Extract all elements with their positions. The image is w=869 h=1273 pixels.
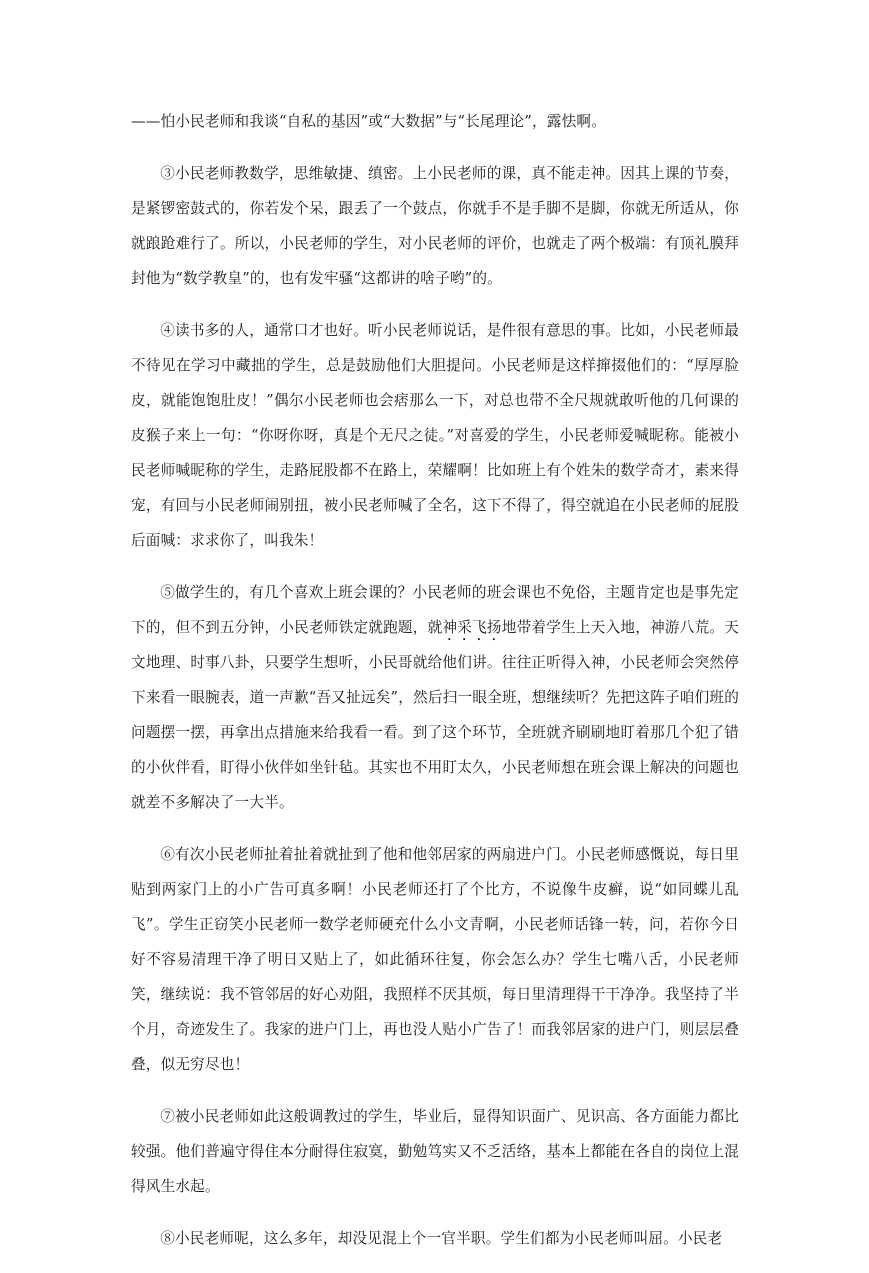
paragraph-continuation xyxy=(131,104,739,139)
paragraph-text: ④读书多的人，通常口才也好。听小民老师说话，是件很有意思的事。比如，小民老师最不待见在学习中藏拙的学生，总是鼓励他们大胆提问。小民老师是这样撺掇他们的：“厚厚脸皮，就能饱饱肚皮！”偶尔小民老师也会痞那么一下，对总也带不全尺规就敢听他的几何课的皮猴子来上一句：“你呀你呀，真是个无尺之徒。”对喜爱的学生，小民老师爱喊昵称。能被小民老师喊昵称的学生，走路屁股都不在路上，荣耀啊！比如班上有个姓朱的数学奇才，素来得宠，有回与小民老师闹别扭，被小民老师喊了全名，这下不得了，得空就追在小民老师的屁股后面喊：求求你了，叫我朱！ xyxy=(131,322,739,549)
paragraph-text: ⑤做学生的，有几个喜欢上班会课的？小民老师的班会课也不免俗，主题肯定也是事先定下的，但不到五分钟，小民老师铁定就跑题，就 xyxy=(131,584,739,636)
paragraph-5 xyxy=(131,575,739,820)
paragraph-text: ⑥有次小民老师扯着扯着就扯到了他和他邻居家的两扇进户门。小民老师感慨说，每日里贴到两家门上的小广告可真多啊！小民老师还打了个比方，不说像牛皮癣，说“如同蝶儿乱飞”。学生正窃笑小民老师一数学老师硬充什么小文青啊，小民老师话锋一转，问，若你今日好不容易清理干净了明日又贴上了，如此循环往复，你会怎么办？学生七嘴八舌，小民老师笑，继续说：我不管邻居的好心劝阻，我照样不厌其烦，每日里清理得干干净净。我坚持了半个月，奇迹发生了。我家的进户门上，再也没人贴小广告了！而我邻居家的进户门，则层层叠叠，似无穷尽也！ xyxy=(131,846,739,1073)
paragraph-text: ——怕小民老师和我谈“自私的基因”或“大数据”与“长尾理论”，露怯啊。 xyxy=(131,113,606,130)
paragraph-7 xyxy=(131,1099,739,1204)
paragraph-text: 地带着学生上天入地，神游八荒。天文地理、时事八卦，只要学生想听，小民哥就给他们讲。往往正听得入神，小民老师会突然停下来看一眼腕表，道一声歉“吾又扯远矣”，然后扫一眼全班，想继续听？先把这阵子咱们班的问题摆一摆，再拿出点措施来给我看一看。到了这个环节，全班就齐刷刷地盯着那几个犯了错的小伙伴看，盯得小伙伴如坐针毡。其实也不用盯太久，小民老师想在班会课上解决的问题也就差不多解决了一大半。 xyxy=(131,619,740,811)
paragraph-8 xyxy=(131,1221,739,1256)
paragraph-text: ③小民老师教数学，思维敏捷、缜密。上小民老师的课，真不能走神。因其上课的节奏，是紧锣密鼓式的，你若发个呆，跟丢了一个鼓点，你就手不是手脚不是脚，你就无所适从，你就踉跄难行了。所以，小民老师的学生，对小民老师的评价，也就走了两个极端：有顶礼膜拜封他为“数学教皇”的，也有发牢骚“这都讲的啥子哟”的。 xyxy=(131,165,739,287)
paragraph-3 xyxy=(131,156,739,296)
emphasized-phrase: 神采飞扬 xyxy=(442,619,502,636)
paragraph-4 xyxy=(131,313,739,558)
paragraph-text: ⑦被小民老师如此这般调教过的学生，毕业后，显得知识面广、见识高、各方面能力都比较强。他们普遍守得住本分耐得住寂寞，勤勉笃实又不乏活络，基本上都能在各自的岗位上混得风生水起。 xyxy=(131,1108,739,1195)
article-body xyxy=(131,104,739,1273)
paragraph-6 xyxy=(131,837,739,1082)
paragraph-text: ⑧小民老师呢，这么多年，却没见混上个一官半职。学生们都为小民老师叫屈。小民老 xyxy=(160,1230,723,1247)
